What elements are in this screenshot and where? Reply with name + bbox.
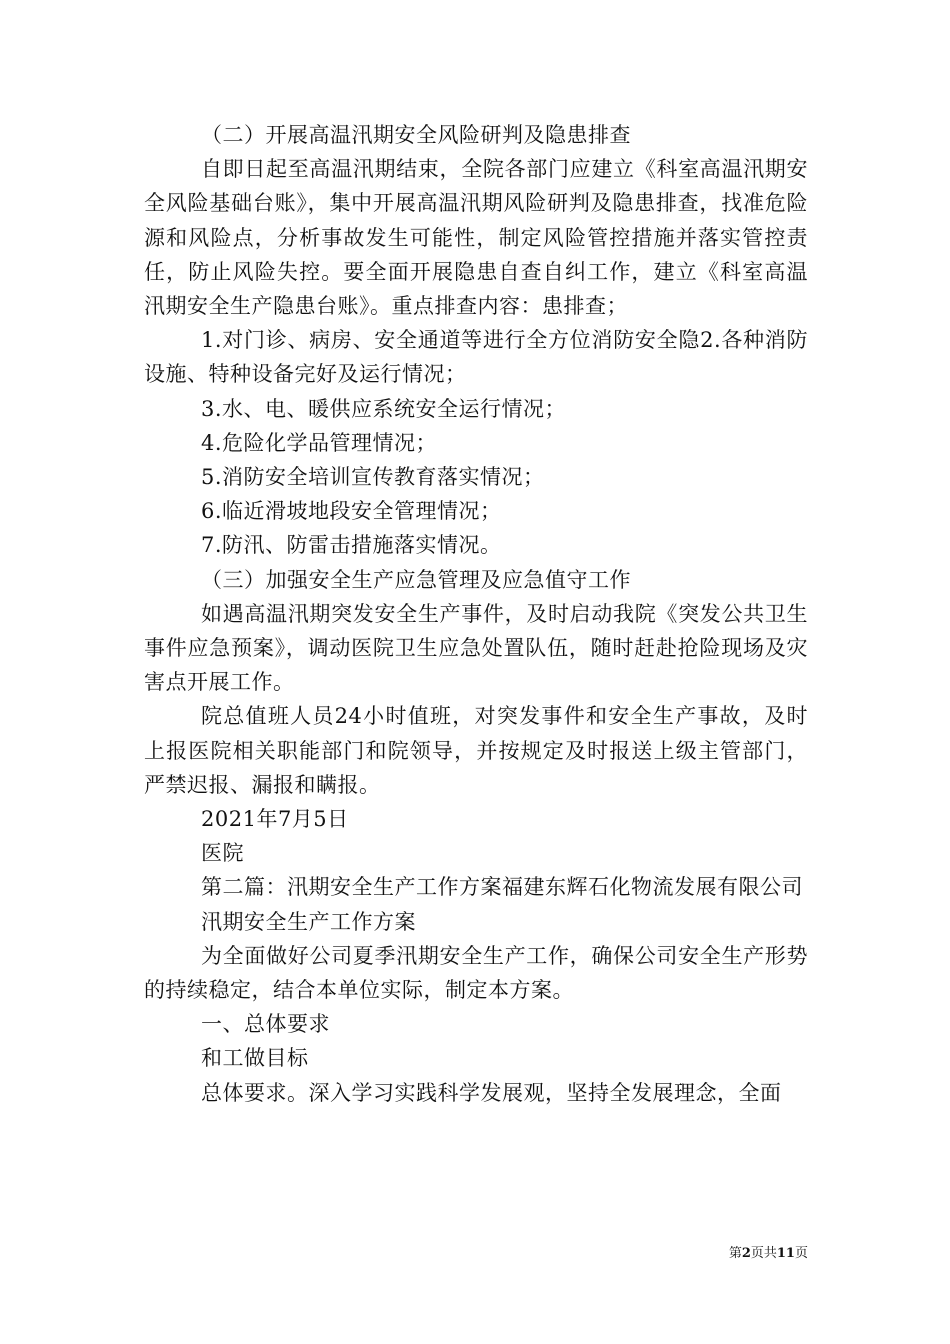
page-prefix: 第 xyxy=(728,1246,742,1261)
list-item-6: 6.临近滑坡地段安全管理情况； xyxy=(201,499,502,524)
total-pages: 11 xyxy=(776,1246,795,1261)
plan-title: 汛期安全生产工作方案 xyxy=(201,909,416,934)
paragraph-duty: 院总值班人员24小时值班，对突发事件和安全生产事故，及时上报医院相关职能部门和院领导，并按规定及时报送上级主管部门，严禁迟报、漏报和瞒报。 xyxy=(144,704,808,797)
document-body xyxy=(144,118,808,1110)
document-signature: 医院 xyxy=(201,841,244,866)
section-2-title: 第二篇：汛期安全生产工作方案福建东辉石化物流发展有限公司 xyxy=(201,875,803,900)
page-suffix: 页 xyxy=(794,1246,808,1261)
page-footer xyxy=(0,1245,950,1263)
heading-general-requirements: 一、总体要求 xyxy=(201,1012,330,1037)
document-date: 2021年7月5日 xyxy=(201,807,349,832)
heading-work-goals: 和工做目标 xyxy=(201,1046,309,1071)
list-item-5: 5.消防安全培训宣传教育落实情况； xyxy=(201,465,545,490)
page-number xyxy=(729,1245,808,1263)
list-item-4: 4.危险化学品管理情况； xyxy=(201,430,438,455)
current-page: 2 xyxy=(741,1246,751,1261)
section-heading-3: （三）加强安全生产应急管理及应急值守工作 xyxy=(201,567,631,592)
list-item-3: 3.水、电、暖供应系统安全运行情况； xyxy=(201,396,567,421)
section-heading-2: （二）开展高温汛期安全风险研判及隐患排查 xyxy=(201,123,631,147)
list-item-7: 7.防汛、防雷击措施落实情况。 xyxy=(201,533,502,558)
paragraph-emergency: 如遇高温汛期突发安全生产事件，及时启动我院《突发公共卫生事件应急预案》，调动医院卫生应急处置队伍，随时赶赴抢险现场及灾害点开展工作。 xyxy=(144,601,808,695)
list-item-1-2: 1.对门诊、病房、安全通道等进行全方位消防安全隐2.各种消防设施、特种设备完好及运行情况； xyxy=(144,328,808,387)
page-middle: 页共 xyxy=(750,1246,777,1261)
paragraph-general-requirements: 总体要求。深入学习实践科学发展观，坚持全发展理念，全面 xyxy=(201,1080,782,1105)
paragraph-risk-assessment: 自即日起至高温汛期结束，全院各部门应建立《科室高温汛期安全风险基础台账》，集中开展高温汛期风险研判及隐患排查，找准危险源和风险点，分析事故发生可能性，制定风险管控措施并落实管控责任，防止风险失控。要全面开展隐患自查自纠工作，建立《科室高温汛期安全生产隐患台账》。重点排查内容：患排查； xyxy=(144,157,808,319)
paragraph-plan-intro: 为全面做好公司夏季汛期安全生产工作，确保公司安全生产形势的持续稳定，结合本单位实际，制定本方案。 xyxy=(144,943,808,1003)
